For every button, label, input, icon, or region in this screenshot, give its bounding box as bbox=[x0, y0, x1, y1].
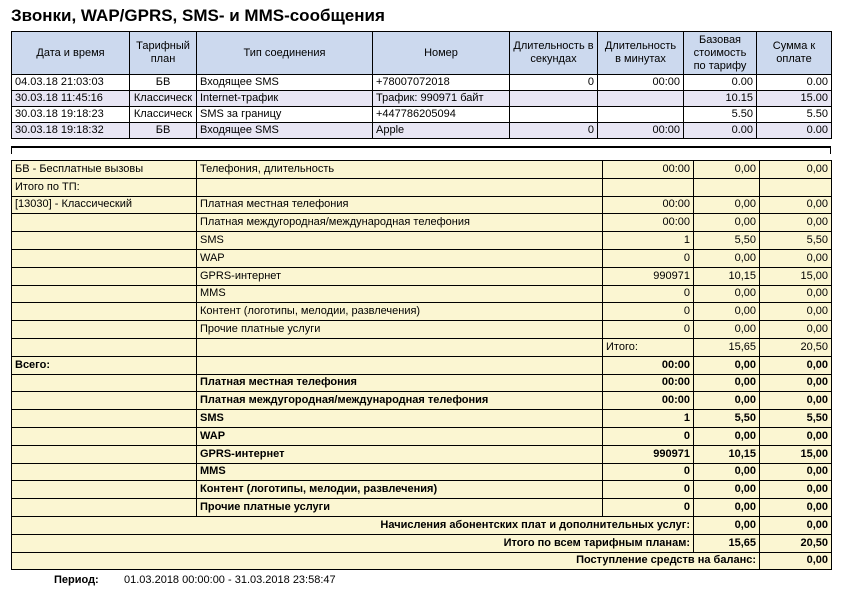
summary-service: Телефония, длительность bbox=[197, 161, 603, 179]
summary-row bbox=[12, 321, 832, 339]
summary-amount: 15,00 bbox=[760, 267, 832, 285]
summary-row bbox=[12, 161, 832, 179]
charges-label: Начисления абонентских плат и дополнительных услуг: bbox=[12, 516, 694, 534]
summary-itogo-tp-label: Итого по ТП: bbox=[12, 178, 197, 196]
vsego-amount: 15,00 bbox=[760, 445, 832, 463]
summary-base-cost: 5,50 bbox=[694, 232, 760, 250]
summary-quantity bbox=[603, 178, 694, 196]
vsego-base-cost: 0,00 bbox=[694, 481, 760, 499]
cell-duration-seconds bbox=[510, 91, 598, 107]
column-header-amount: Сумма к оплате bbox=[757, 32, 832, 75]
vsego-service: WAP bbox=[197, 427, 603, 445]
vsego-service: SMS bbox=[197, 410, 603, 428]
summary-amount: 5,50 bbox=[760, 232, 832, 250]
vsego-row bbox=[12, 427, 832, 445]
cell-datetime: 30.03.18 19:18:32 bbox=[12, 123, 130, 139]
summary-base-cost: 0,00 bbox=[694, 214, 760, 232]
total-plans-row bbox=[12, 534, 832, 552]
vsego-row bbox=[12, 481, 832, 499]
summary-service: Прочие платные услуги bbox=[197, 321, 603, 339]
vsego-row bbox=[12, 445, 832, 463]
column-header-datetime: Дата и время bbox=[12, 32, 130, 75]
cell-number: +78007072018 bbox=[373, 75, 510, 91]
summary-base-cost: 0,00 bbox=[694, 161, 760, 179]
cell-amount: 0.00 bbox=[757, 75, 832, 91]
summary-row bbox=[12, 214, 832, 232]
summary-service: GPRS-интернет bbox=[197, 267, 603, 285]
page-title: Звонки, WAP/GPRS, SMS- и MMS-сообщения bbox=[11, 6, 385, 25]
vsego-amount: 0,00 bbox=[760, 481, 832, 499]
vsego-base-cost: 0,00 bbox=[694, 463, 760, 481]
cell-duration-minutes bbox=[598, 91, 684, 107]
summary-amount: 0,00 bbox=[760, 161, 832, 179]
cell-datetime: 30.03.18 19:18:23 bbox=[12, 107, 130, 123]
summary-quantity: 00:00 bbox=[603, 196, 694, 214]
summary-row bbox=[12, 196, 832, 214]
summary-amount: 0,00 bbox=[760, 303, 832, 321]
summary-row bbox=[12, 285, 832, 303]
vsego-service: Контент (логотипы, мелодии, развлечения) bbox=[197, 481, 603, 499]
cell-number: Трафик: 990971 байт bbox=[373, 91, 510, 107]
cell-amount: 15.00 bbox=[757, 91, 832, 107]
column-header-duration-seconds: Длительность в секундах bbox=[510, 32, 598, 75]
vsego-base-cost: 0,00 bbox=[694, 392, 760, 410]
summary-quantity: 0 bbox=[603, 321, 694, 339]
cell-amount: 5.50 bbox=[757, 107, 832, 123]
vsego-amount: 0,00 bbox=[760, 374, 832, 392]
summary-table bbox=[11, 160, 832, 570]
summary-service: Контент (логотипы, мелодии, развлечения) bbox=[197, 303, 603, 321]
vsego-row bbox=[12, 392, 832, 410]
total-plans-amount: 20,50 bbox=[760, 534, 832, 552]
table-row bbox=[12, 91, 832, 107]
summary-quantity: 00:00 bbox=[603, 214, 694, 232]
table-row bbox=[12, 75, 832, 91]
cell-plan: БВ bbox=[130, 123, 197, 139]
summary-itogo-label: Итого: bbox=[603, 338, 694, 356]
vsego-base-cost: 0,00 bbox=[694, 427, 760, 445]
balance-label: Поступление средств на баланс: bbox=[12, 552, 760, 570]
cell-number: Apple bbox=[373, 123, 510, 139]
summary-quantity: 0 bbox=[603, 285, 694, 303]
summary-service: Платная местная телефония bbox=[197, 196, 603, 214]
cell-amount: 0.00 bbox=[757, 123, 832, 139]
summary-row bbox=[12, 178, 832, 196]
vsego-quantity: 990971 bbox=[603, 445, 694, 463]
summary-base-cost: 10,15 bbox=[694, 267, 760, 285]
column-header-duration-minutes: Длительность в минутах bbox=[598, 32, 684, 75]
cell-duration-minutes: 00:00 bbox=[598, 123, 684, 139]
summary-amount: 20,50 bbox=[760, 338, 832, 356]
cell-duration-seconds: 0 bbox=[510, 123, 598, 139]
summary-row bbox=[12, 232, 832, 250]
vsego-row bbox=[12, 463, 832, 481]
cell-duration-seconds bbox=[510, 107, 598, 123]
vsego-service: Прочие платные услуги bbox=[197, 499, 603, 517]
summary-base-cost bbox=[694, 178, 760, 196]
cell-base-cost: 10.15 bbox=[684, 91, 757, 107]
vsego-row bbox=[12, 356, 832, 374]
cell-type: Входящее SMS bbox=[197, 75, 373, 91]
summary-base-cost: 15,65 bbox=[694, 338, 760, 356]
summary-service: MMS bbox=[197, 285, 603, 303]
table-row bbox=[12, 107, 832, 123]
vsego-label: Всего: bbox=[12, 356, 197, 374]
charges-base-cost: 0,00 bbox=[694, 516, 760, 534]
cell-duration-seconds: 0 bbox=[510, 75, 598, 91]
vsego-quantity: 0 bbox=[603, 499, 694, 517]
summary-itogo-row bbox=[12, 338, 832, 356]
cell-datetime: 30.03.18 11:45:16 bbox=[12, 91, 130, 107]
table-separator bbox=[11, 146, 831, 154]
vsego-amount: 0,00 bbox=[760, 463, 832, 481]
vsego-amount: 0,00 bbox=[760, 392, 832, 410]
column-header-base-cost: Базовая стоимость по тарифу bbox=[684, 32, 757, 75]
vsego-service: Платная местная телефония bbox=[197, 374, 603, 392]
summary-quantity: 00:00 bbox=[603, 161, 694, 179]
vsego-service: GPRS-интернет bbox=[197, 445, 603, 463]
summary-plan-label: БВ - Бесплатные вызовы bbox=[12, 161, 197, 179]
vsego-quantity: 0 bbox=[603, 427, 694, 445]
vsego-service: MMS bbox=[197, 463, 603, 481]
vsego-quantity: 00:00 bbox=[603, 356, 694, 374]
vsego-quantity: 0 bbox=[603, 481, 694, 499]
summary-plan-classic: [13030] - Классический bbox=[12, 196, 197, 214]
cell-plan: Классическ bbox=[130, 107, 197, 123]
cell-type: Internet-трафик bbox=[197, 91, 373, 107]
vsego-quantity: 0 bbox=[603, 463, 694, 481]
vsego-base-cost: 0,00 bbox=[694, 356, 760, 374]
cell-duration-minutes: 00:00 bbox=[598, 75, 684, 91]
summary-amount: 0,00 bbox=[760, 285, 832, 303]
vsego-amount: 5,50 bbox=[760, 410, 832, 428]
vsego-base-cost: 0,00 bbox=[694, 374, 760, 392]
summary-quantity: 0 bbox=[603, 249, 694, 267]
vsego-amount: 0,00 bbox=[760, 499, 832, 517]
summary-row bbox=[12, 267, 832, 285]
column-header-number: Номер bbox=[373, 32, 510, 75]
summary-service: WAP bbox=[197, 249, 603, 267]
summary-service: Платная междугородная/международная телефония bbox=[197, 214, 603, 232]
table-header-row bbox=[12, 32, 832, 75]
cell-type: Входящее SMS bbox=[197, 123, 373, 139]
column-header-type: Тип соединения bbox=[197, 32, 373, 75]
charges-row bbox=[12, 516, 832, 534]
total-plans-label: Итого по всем тарифным планам: bbox=[12, 534, 694, 552]
vsego-amount: 0,00 bbox=[760, 427, 832, 445]
vsego-quantity: 00:00 bbox=[603, 392, 694, 410]
summary-row bbox=[12, 303, 832, 321]
cell-base-cost: 5.50 bbox=[684, 107, 757, 123]
cell-base-cost: 0.00 bbox=[684, 75, 757, 91]
summary-service bbox=[197, 178, 603, 196]
vsego-row bbox=[12, 374, 832, 392]
cell-type: SMS за границу bbox=[197, 107, 373, 123]
summary-amount: 0,00 bbox=[760, 321, 832, 339]
cell-number: +447786205094 bbox=[373, 107, 510, 123]
summary-base-cost: 0,00 bbox=[694, 321, 760, 339]
calls-table bbox=[11, 31, 832, 139]
cell-plan: БВ bbox=[130, 75, 197, 91]
summary-row bbox=[12, 249, 832, 267]
vsego-quantity: 00:00 bbox=[603, 374, 694, 392]
vsego-amount: 0,00 bbox=[760, 356, 832, 374]
summary-quantity: 990971 bbox=[603, 267, 694, 285]
balance-row bbox=[12, 552, 832, 570]
vsego-row bbox=[12, 499, 832, 517]
summary-base-cost: 0,00 bbox=[694, 196, 760, 214]
summary-base-cost: 0,00 bbox=[694, 249, 760, 267]
summary-service: SMS bbox=[197, 232, 603, 250]
summary-quantity: 0 bbox=[603, 303, 694, 321]
cell-plan: Классическ bbox=[130, 91, 197, 107]
cell-datetime: 04.03.18 21:03:03 bbox=[12, 75, 130, 91]
summary-amount: 0,00 bbox=[760, 249, 832, 267]
column-header-plan: Тарифный план bbox=[130, 32, 197, 75]
balance-amount: 0,00 bbox=[760, 552, 832, 570]
summary-amount: 0,00 bbox=[760, 214, 832, 232]
summary-base-cost: 0,00 bbox=[694, 303, 760, 321]
vsego-row bbox=[12, 410, 832, 428]
vsego-quantity: 1 bbox=[603, 410, 694, 428]
period-value: 01.03.2018 00:00:00 - 31.03.2018 23:58:47 bbox=[124, 574, 336, 586]
summary-amount bbox=[760, 178, 832, 196]
vsego-base-cost: 10,15 bbox=[694, 445, 760, 463]
vsego-base-cost: 5,50 bbox=[694, 410, 760, 428]
table-row bbox=[12, 123, 832, 139]
summary-amount: 0,00 bbox=[760, 196, 832, 214]
total-plans-base-cost: 15,65 bbox=[694, 534, 760, 552]
summary-quantity: 1 bbox=[603, 232, 694, 250]
vsego-base-cost: 0,00 bbox=[694, 499, 760, 517]
vsego-service: Платная междугородная/международная телефония bbox=[197, 392, 603, 410]
cell-duration-minutes bbox=[598, 107, 684, 123]
period-label: Период: bbox=[54, 574, 99, 586]
summary-base-cost: 0,00 bbox=[694, 285, 760, 303]
charges-amount: 0,00 bbox=[760, 516, 832, 534]
cell-base-cost: 0.00 bbox=[684, 123, 757, 139]
